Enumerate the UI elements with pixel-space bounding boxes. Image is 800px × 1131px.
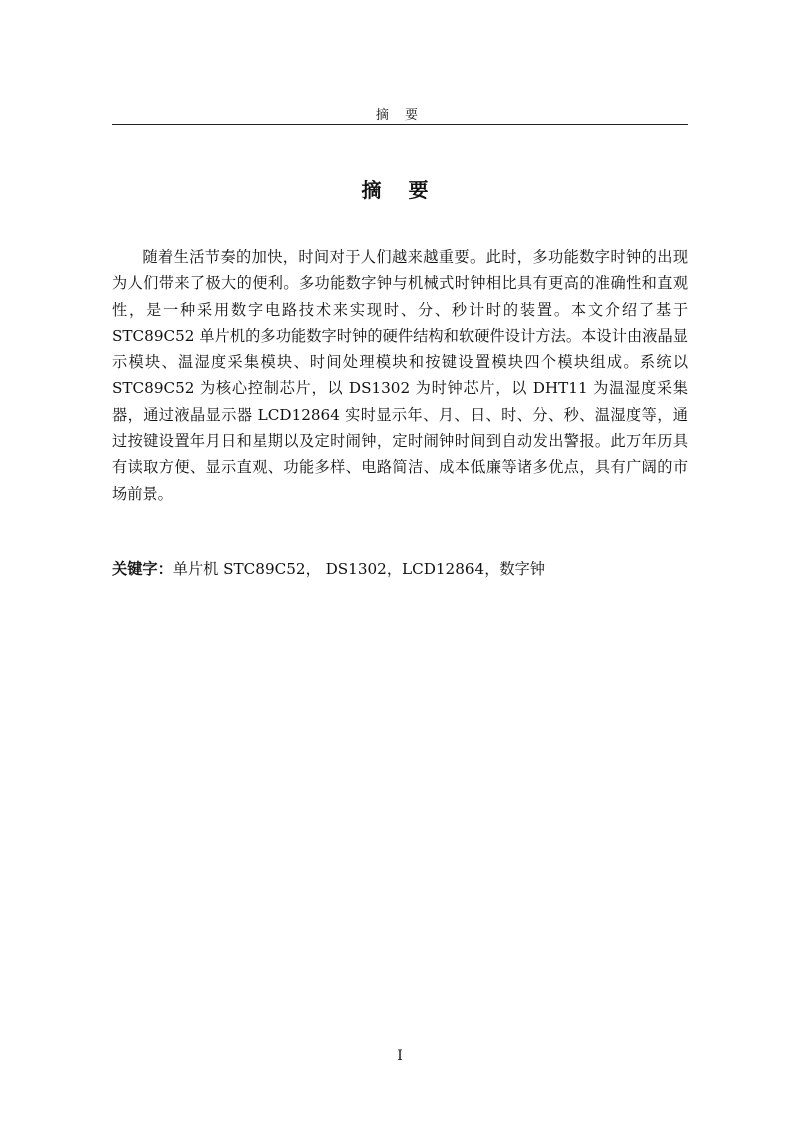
page-title: 摘 要 bbox=[361, 178, 439, 202]
running-header: 摘 要 bbox=[375, 108, 425, 123]
page-number: I bbox=[397, 1048, 403, 1064]
keywords-text: 单片机 STC89C52， DS1302，LCD12864，数字钟 bbox=[172, 560, 545, 578]
keywords-line bbox=[112, 556, 688, 582]
keywords-label: 关键字： bbox=[112, 560, 173, 578]
header-divider bbox=[112, 124, 688, 125]
abstract-paragraph: 随着生活节奏的加快，时间对于人们越来越重要。此时，多功能数字时钟的出现为人们带来了极大的便利。多功能数字钟与机械式时钟相比具有更高的准确性和直观性，是一种采用数字电路技术来实现时、分、秒计时的装置。本文介绍了基于 STC89C52 单片机的多功能数字时钟的硬件结构和软硬件设计方法。本设计由液晶显示模块、温湿度采集模块、时间处理模块和按键设置模块四个模块组成。系统以 STC89C52 为核心控制芯片，以 DS1302 为时钟芯片，以 DHT11 为温湿度采集器，通过液晶显示器 LCD12864 实时显示年、月、日、时、分、秒、温湿度等，通过按键设置年月日和星期以及定时闹钟，定时闹钟时间到自动发出警报。此万年历具有读取方便、显示直观、功能多样、电路简洁、成本低廉等诸多优点，具有广阔的市场前景。 bbox=[112, 248, 688, 503]
